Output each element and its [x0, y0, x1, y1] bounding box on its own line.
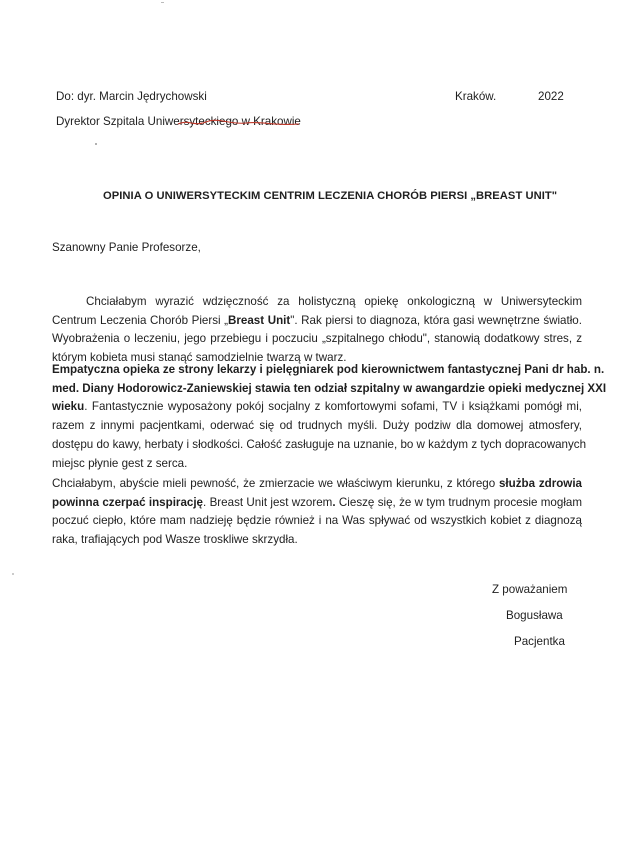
- paragraph-care: [52, 361, 607, 473]
- text-line: [52, 494, 582, 513]
- bold-text-run: służba zdrowia: [498, 477, 582, 490]
- paragraph-inspiration: [52, 475, 582, 550]
- text-line: Wyobrażenia o leczeniu, jego przebiegu i poczuciu „szpitalnego chłodu", stanowią dodatkowy stres, z: [52, 332, 582, 346]
- closing-regards: Z poważaniem: [492, 583, 568, 596]
- signature-role: Pacjentka: [514, 635, 565, 648]
- bold-text-run: .: [332, 495, 336, 509]
- letter-year: 2022: [538, 90, 564, 103]
- bold-text-run: Empatyczna opieka ze strony lekarzy i pielęgniarek pod kierownictwem fantastycznej Pani dr hab. n.: [52, 363, 605, 376]
- bold-text-run: med. Diany Hodorowicz-Zaniewskiej stawia ten odział szpitalny w awangardzie opieki medycznej XXI: [52, 381, 607, 395]
- scan-speck: [95, 143, 97, 145]
- text-line: którym kobieta musi stanąć samodzielnie twarzą w twarz.: [52, 351, 347, 365]
- text-line: poczuć ciepło, które mam nadzieję będzie również i na Was spływać od wszystkich kobiet z diagnozą: [52, 514, 582, 528]
- letter-city: Kraków.: [455, 90, 497, 103]
- salutation: Szanowny Panie Profesorze,: [52, 241, 201, 254]
- text-run: . Fantastycznie wyposażony pokój socjalny z komfortowymi sofami, TV i książkami pomógł mi,: [84, 400, 582, 414]
- text-line: [52, 361, 605, 380]
- text-run: . Breast Unit jest wzorem: [203, 495, 333, 509]
- text-line: razem z innymi pacjentkami, oderwać się od trudnych myśli. Duży podziw dla domowej atmosfery,: [52, 419, 582, 433]
- text-line: [52, 312, 582, 331]
- bold-text-run: Breast Unit: [228, 313, 291, 327]
- signature-name: Bogusława: [506, 609, 563, 622]
- bold-text-run: powinna czerpać inspirację: [52, 495, 204, 509]
- text-line: [52, 475, 582, 494]
- bold-text-run: wieku: [52, 400, 85, 414]
- addressee-position: Dyrektor Szpitala Uniwersyteckiego w Krakowie: [56, 115, 301, 128]
- scan-speck: [12, 573, 14, 575]
- text-line: dostępu do kawy, herbaty i słodkości. Całość zasługuje na uznanie, bo w każdym z tych dopracowanych: [52, 437, 587, 451]
- text-line: [52, 398, 582, 417]
- text-line: [52, 380, 607, 399]
- paragraph-gratitude: [52, 293, 582, 368]
- text-line: miejsc płynie gest z serca.: [52, 456, 188, 470]
- text-run: Chciałabym, abyście mieli pewność, że zmierzacie we właściwym kierunku, z którego: [52, 477, 499, 490]
- text-line: raka, trafiających pod Wasze troskliwe skrzydła.: [52, 533, 298, 547]
- text-run: Centrum Leczenia Chorób Piersi „: [52, 313, 229, 327]
- text-run: ". Rak piersi to diagnoza, która gasi wewnętrzne światło.: [290, 313, 582, 327]
- text-line: Chciałabym wyrazić wdzięczność za holistyczną opiekę onkologiczną w Uniwersyteckim: [86, 295, 582, 308]
- addressee-name: Do: dyr. Marcin Jędrychowski: [56, 90, 207, 103]
- letter-title: OPINIA O UNIWERSYTECKIM CENTRIM LECZENIA CHORÓB PIERSI „BREAST UNIT": [103, 190, 558, 202]
- scan-speck: [161, 2, 164, 3]
- text-run: Cieszę się, że w tym trudnym procesie mogłam: [335, 495, 582, 509]
